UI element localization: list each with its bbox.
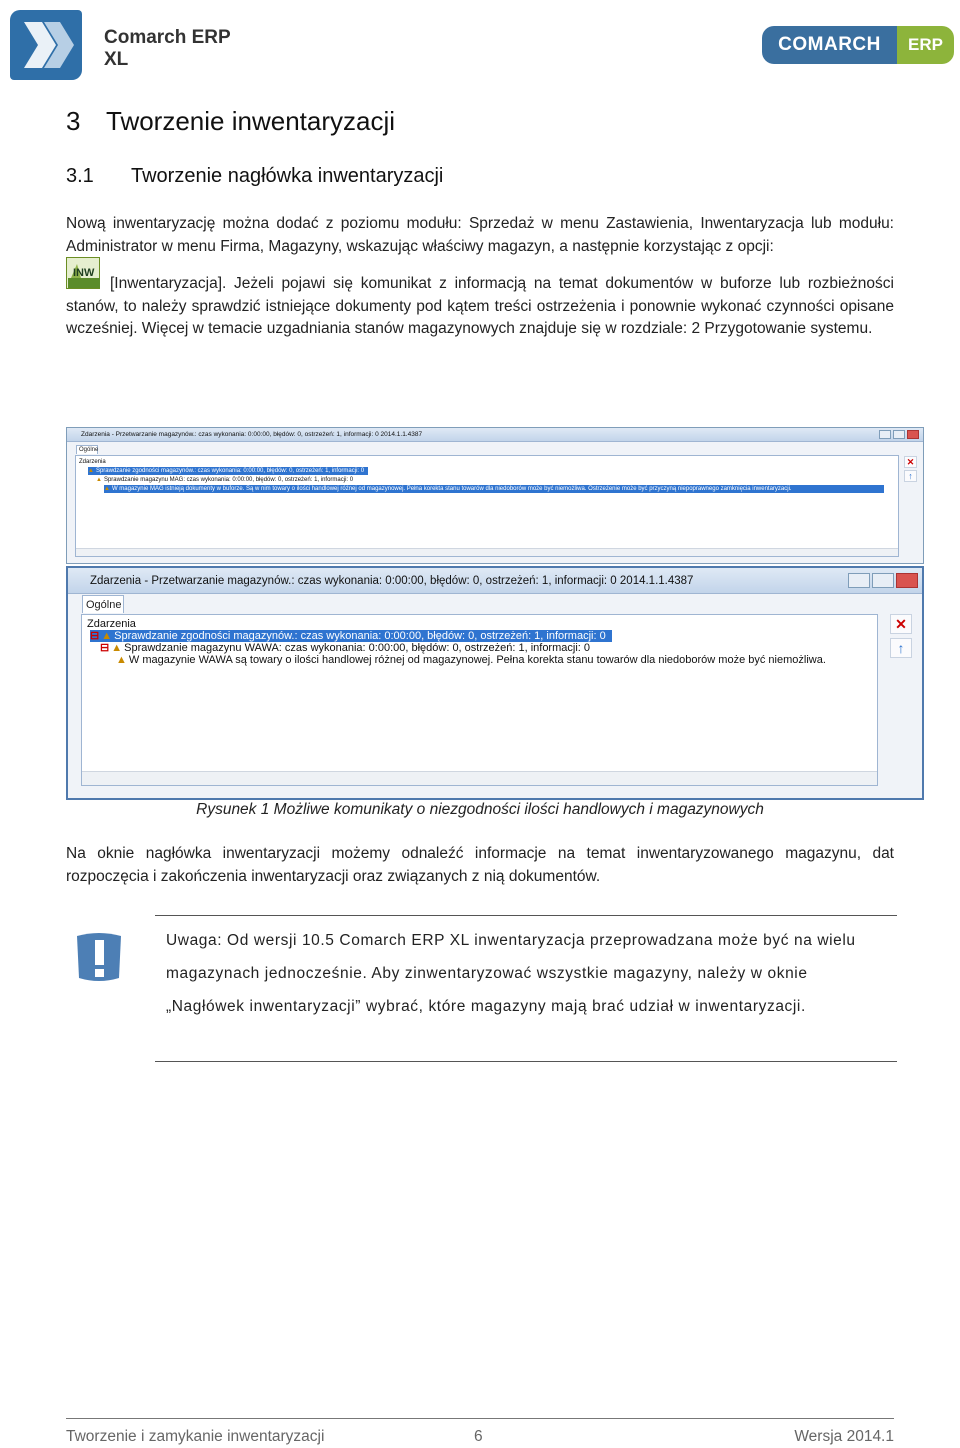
footer-divider [66, 1418, 894, 1419]
comarch-chevron-icon [10, 10, 82, 80]
maximize-button[interactable] [872, 573, 894, 588]
window-titlebar [68, 568, 922, 594]
logo-text [104, 27, 231, 71]
collapse-icon: ⊟ [100, 642, 110, 654]
events-tree-panel [81, 614, 878, 786]
inventory-icon [66, 257, 100, 289]
tree-item-warning-message[interactable] [104, 485, 884, 493]
note-divider-bottom [155, 1061, 897, 1062]
note-divider-top [155, 915, 897, 916]
chapter-heading [66, 106, 395, 137]
tree-item-warning-message-label: W magazynie MAG istnieją dokumenty w buforze. Są w nim towary o ilości handlowej różnej od magazynowej. Pełna korekta stanu towarów dla niedoborów może być niemożliwa. Ostrzeżenie może być przyczyną niepoprawnego zamknięcia inwentaryzacji. [111, 486, 792, 492]
logo-comarch-part: COMARCH [762, 26, 897, 64]
tree-item-stock-check[interactable] [88, 467, 368, 475]
tree-root[interactable]: Zdarzenia [87, 618, 136, 630]
export-button[interactable]: ↑ [890, 638, 912, 658]
window-title: Zdarzenia - Przetwarzanie magazynów.: czas wykonania: 0:00:00, błędów: 0, ostrzeżeń: 1, informacji: 0 2014.1.1.4387 [81, 431, 423, 438]
section-title: Tworzenie nagłówka inwentaryzacji [131, 165, 444, 187]
tree-item-warning-message[interactable] [116, 654, 826, 666]
tree-item-stock-check[interactable] [90, 630, 612, 642]
maximize-button[interactable] [893, 430, 905, 439]
tree-item-warning-message-label: W magazynie WAWA są towary o ilości handlowej różnej od magazynowej. Pełna korekta stanu towarów dla niedoborów może być niemożliwa. [128, 654, 826, 666]
minimize-button[interactable] [879, 430, 891, 439]
chapter-title: Tworzenie inwentaryzacji [106, 106, 396, 136]
tree-item-stock-check-label: Sprawdzanie zgodności magazynów.: czas wykonania: 0:00:00, błędów: 0, ostrzeżeń: 1, informacji: 0 [114, 630, 606, 642]
events-tree-panel [75, 455, 899, 557]
window-titlebar [67, 428, 923, 442]
horizontal-scrollbar[interactable] [76, 548, 898, 556]
paragraph-intro: Nową inwentaryzację można dodać z poziomu modułu: Sprzedaż w menu Zastawienia, Inwentaryzacja lub modułu: Administrator w menu Firma, Magazyny, wskazując właściwy magazyn, a następnie korzystając z opcji: [66, 215, 894, 255]
logo-text-line1: Comarch ERP [104, 27, 231, 48]
close-window-button[interactable] [907, 430, 919, 439]
warning-icon: ▲ [111, 642, 123, 654]
minimize-button[interactable] [848, 573, 870, 588]
tab-general[interactable]: Ogólne [82, 595, 124, 613]
comarch-erp-xl-logo [10, 8, 240, 80]
logo-text-line2: XL [104, 49, 129, 70]
footer-version: Wersja 2014.1 [794, 1428, 894, 1445]
tree-item-warehouse-check-label: Sprawdzanie magazynu WAWA: czas wykonania: 0:00:00, błędów: 0, ostrzeżeń: 1, informacji: 0 [124, 642, 590, 654]
footer-document-title: Tworzenie i zamykanie inwentaryzacji [66, 1428, 325, 1445]
comarch-erp-logo [762, 26, 954, 64]
chapter-number: 3 [66, 106, 81, 136]
note-text: Uwaga: Od wersji 10.5 Comarch ERP XL inwentaryzacja przeprowadzana może być na wielu magazynach jednocześnie. Aby zinwentaryzować wszystkie magazyny, należy w oknie „Nagłówek inwentaryzacji” wybrać, które magazyny mają brać udział w inwentaryzacji. [166, 932, 856, 1015]
exclamation-icon [73, 930, 125, 984]
tree-item-warehouse-check-label: Sprawdzanie magazynu MAG: czas wykonania: 0:00:00, błędów: 0, ostrzeżeń: 1, informacji: 0 [103, 477, 354, 483]
warning-icon: ▲ [101, 630, 113, 642]
warning-icon: ▲ [104, 486, 110, 492]
logo-erp-part: ERP [897, 26, 954, 64]
figure-caption: Rysunek 1 Możliwe komunikaty o niezgodności ilości handlowych i magazynowych [196, 801, 764, 818]
warning-icon: ▲ [96, 477, 102, 483]
warning-icon: ▲ [88, 468, 94, 474]
tree-item-warehouse-check[interactable] [96, 476, 353, 484]
delete-button[interactable]: ✕ [890, 614, 912, 634]
inventory-icon-label: INW [73, 267, 95, 279]
section-heading [66, 165, 443, 188]
screenshot-events-window-small [66, 427, 924, 564]
tab-general[interactable]: Ogólne [76, 445, 98, 454]
paragraph-header-info: Na oknie nagłówka inwentaryzacji możemy odnaleźć informacje na temat inwentaryzowanego magazynu, dat rozpoczęcia i zakończenia inwentaryzacji oraz związanych z nią dokumentów. [66, 845, 894, 885]
tree-root[interactable]: Zdarzenia [79, 459, 106, 465]
collapse-icon: ⊟ [90, 630, 100, 642]
export-button[interactable]: ↑ [904, 470, 917, 482]
tree-item-stock-check-label: Sprawdzanie zgodności magazynów.: czas wykonania: 0:00:00, błędów: 0, ostrzeżeń: 1, informacji: 0 [95, 468, 365, 474]
section-number: 3.1 [66, 165, 94, 187]
warning-icon: ▲ [116, 654, 127, 666]
screenshot-events-window-large [66, 566, 924, 800]
window-title: Zdarzenia - Przetwarzanie magazynów.: czas wykonania: 0:00:00, błędów: 0, ostrzeżeń: 1, informacji: 0 2014.1.1.4387 [90, 575, 694, 587]
delete-button[interactable]: ✕ [904, 456, 917, 468]
close-window-button[interactable] [896, 573, 918, 588]
horizontal-scrollbar[interactable] [82, 771, 877, 785]
paragraph-inventory-block [66, 257, 894, 367]
tree-item-warehouse-check[interactable] [100, 642, 590, 654]
footer-page-number: 6 [474, 1428, 483, 1445]
paragraph-inventory: [Inwentaryzacja]. Jeżeli pojawi się komunikat z informacją na temat dokumentów w buforze lub rozbieżności stanów, to należy sprawdzić istniejące dokumenty pod kątem treści ostrzeżenia i ponownie wykonać czynności opisane wcześniej. Więcej w temacie uzgadniania stanów magazynowych znajduje się w rozdziale: 2 Przygotowanie systemu. [66, 275, 894, 337]
